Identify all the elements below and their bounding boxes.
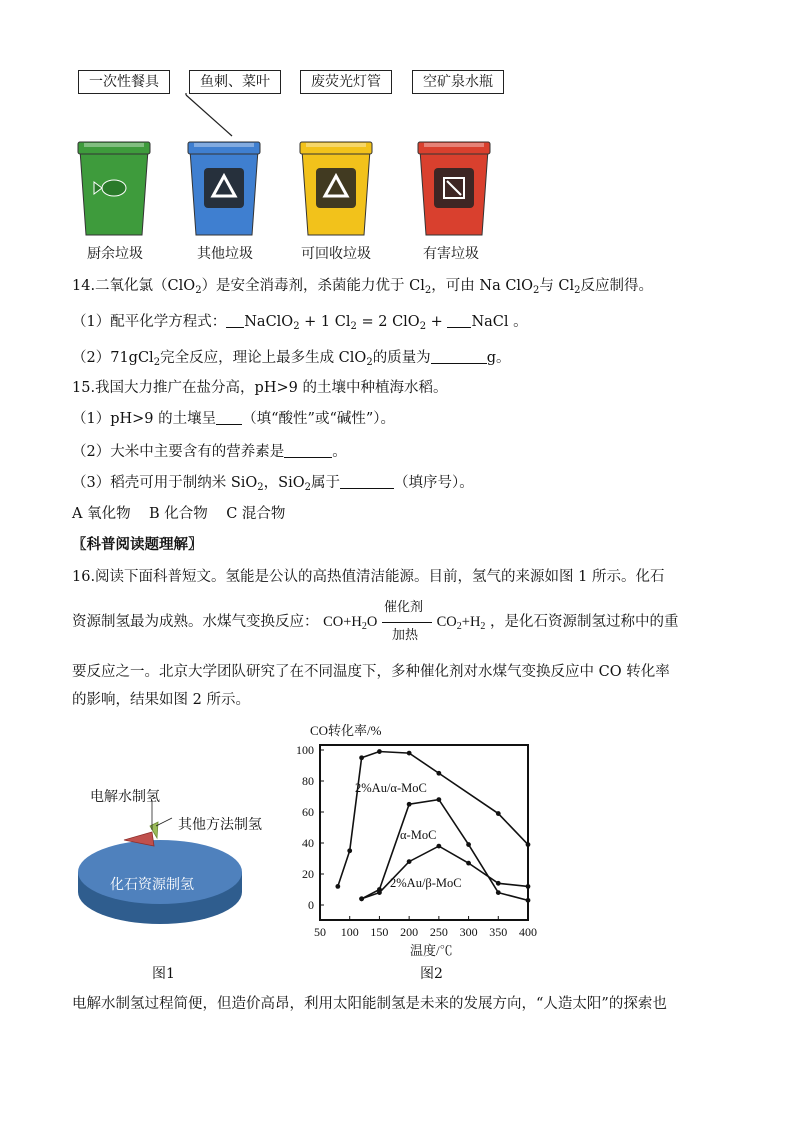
data-point [526,898,531,903]
q14-part2: （2）71gCl$_2$完全反应，理论上最多生成 ClO$_2$的质量为 g。 [72,350,511,368]
q14-part1: （1）配平化学方程式： NaClO$_2$ + 1 $Cl_2 = 2$ ClO$_2$ + NaCl 。 [72,314,528,332]
section-title: 〖科普阅读题理解〗 [72,536,203,553]
answer-blank[interactable] [447,313,471,328]
pie-slice-fossil [78,840,242,904]
x-tick-label: 150 [370,925,389,939]
q16-line3: 要反应之一。北京大学团队研究了在不同温度下，多种催化剂对水煤气变换反应中 CO 转化率 [72,664,670,680]
q15-options: A 氧化物 B 化合物 C 混合物 [72,506,286,522]
q15-part1: （1）pH>9 的土壤呈 （填“酸性”或“碱性”）。 [72,411,396,427]
answer-blank[interactable] [431,349,487,364]
item-box-water-bottle: 空矿泉水瓶 [412,70,504,94]
recyclable-bin [300,142,372,235]
q15-stem: 15.我国大力推广在盐分高，pH>9 的土壤中种植海水稻。 [72,380,448,396]
y-tick-label: 20 [302,867,314,881]
item-box-fishbone-leaves: 鱼刺、菜叶 [189,70,281,94]
y-tick-label: 100 [296,743,314,757]
q16-line2: 资源制氢最为成熟。水煤气变换反应： $CO+H_2O$ 催化剂 加热 $CO_2+H_2$ ，是化石资源制氢过称中的重 [72,600,679,643]
other-waste-bin [188,142,260,235]
bin-label-recyclable: 可回收垃圾 [301,246,371,262]
products: $CO_2+H_2$ [436,614,486,632]
bin-label-kitchen: 厨余垃圾 [87,246,143,262]
matching-line [186,95,232,136]
fig2-line-chart [280,715,550,960]
data-point [436,797,441,802]
data-point [496,811,501,816]
data-point [377,749,382,754]
bin-label-other: 其他垃圾 [197,246,253,262]
x-tick-label: 50 [314,925,326,939]
q16-line1: 16.阅读下面科普短文。氢能是公认的高热值清洁能源。目前，氢气的来源如图 1 所示。化石 [72,569,665,585]
reactants: $CO+H_2O$ [323,614,378,632]
data-point [335,884,340,889]
answer-blank[interactable] [226,313,244,328]
answer-blank[interactable] [340,474,394,489]
data-point [407,802,412,807]
fig1-label-other: 其他方法制氢 [178,817,262,833]
y-tick-label: 60 [302,805,314,819]
x-tick-label: 250 [429,925,448,939]
data-point [496,890,501,895]
data-point [359,755,364,760]
q14-stem: 14.二氧化氯（ClO$_2$）是安全消毒剂，杀菌能力优于 $Cl_2$，可由 Na ClO$_2$与 $Cl_2$反应制得。 [72,278,654,296]
data-point [466,861,471,866]
reaction-condition: 催化剂 加热 [382,612,432,632]
data-point [526,884,531,889]
x-tick-label: 350 [489,925,508,939]
answer-blank[interactable] [216,410,242,425]
series-label: α-MoC [400,828,437,842]
series-label: 2%Au/α-MoC [355,781,427,795]
series-label: 2%Au/β-MoC [390,876,462,890]
bin-label-hazardous: 有害垃圾 [423,246,479,262]
x-tick-label: 400 [519,925,537,939]
q16-line5: 电解水制氢过程简便，但造价高昂，利用太阳能制氢是未来的发展方向，“人造太阳”的探索也 [72,996,667,1012]
series-line [362,846,528,899]
fig2-caption: 图2 [420,966,443,982]
data-point [407,751,412,756]
data-point [496,881,501,886]
y-tick-label: 80 [302,774,314,788]
data-point [359,896,364,901]
y-tick-label: 40 [302,836,314,850]
data-point [526,842,531,847]
q16-line4: 的影响，结果如图 2 所示。 [72,692,250,708]
data-point [466,842,471,847]
data-point [377,890,382,895]
fig1-label-electrolysis: 电解水制氢 [90,789,160,805]
y-tick-label: 0 [308,898,314,912]
x-tick-label: 100 [340,925,359,939]
kitchen-waste-bin [78,142,150,235]
answer-blank[interactable] [284,443,332,458]
chart-title: CO转化率/% [310,723,382,738]
data-point [347,848,352,853]
hazardous-bin [418,142,490,235]
garbage-illustration [0,0,794,250]
q15-part2: （2）大米中主要含有的营养素是 。 [72,444,347,460]
q15-part3: （3）稻壳可用于制纳米 SiO$_2$，SiO$_2$属于 （填序号）。 [72,475,474,493]
x-tick-label: 200 [400,925,419,939]
fig1-label-fossil: 化石资源制氢 [110,877,194,893]
chart-xlabel: 温度/℃ [410,943,453,958]
item-box-disposable-tableware: 一次性餐具 [78,70,170,94]
data-point [436,844,441,849]
item-box-fluorescent-tube: 废荧光灯管 [300,70,392,94]
fig1-caption: 图1 [152,966,175,982]
data-point [407,859,412,864]
x-tick-label: 300 [459,925,478,939]
series-line [338,752,528,887]
data-point [436,771,441,776]
